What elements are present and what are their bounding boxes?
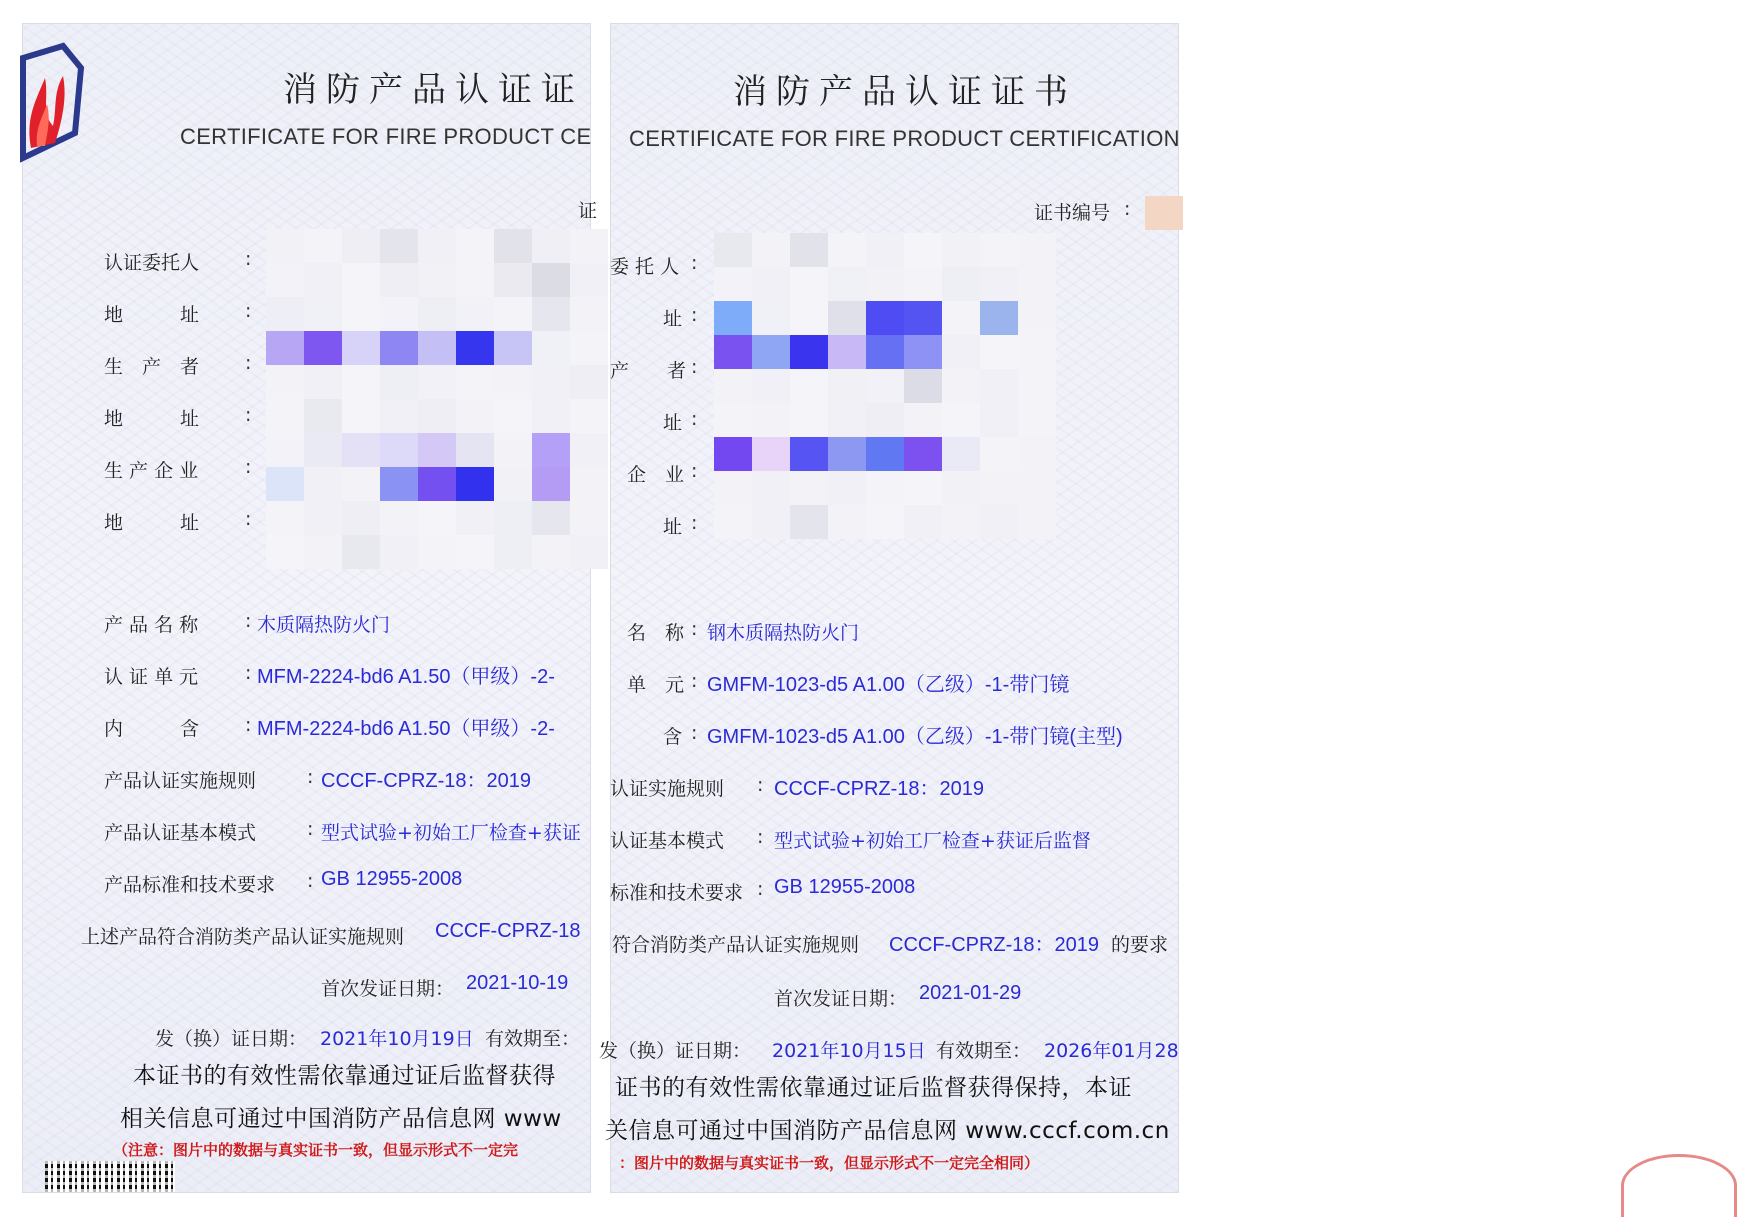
red-seal-stamp-icon bbox=[1621, 1154, 1737, 1217]
field-colon: : bbox=[691, 408, 698, 430]
conform-text: 符合消防类产品认证实施规则 bbox=[612, 934, 860, 956]
certificate-right bbox=[599, 24, 1180, 1192]
field-colon: : bbox=[245, 248, 252, 270]
field-colon: : bbox=[245, 404, 252, 426]
field-value-cert-unit: MFM-2224-bd6 A1.50（甲级）-2- bbox=[257, 666, 555, 688]
field-value-standard: GB 12955-2008 bbox=[321, 868, 463, 890]
field-value-cert-unit: GMFM-1023-d5 A1.00（乙级）-1-带门镜 bbox=[707, 674, 1070, 696]
field-colon: : bbox=[245, 300, 252, 322]
field-colon: : bbox=[691, 722, 698, 744]
certificate-title: 消防产品认证证书 bbox=[733, 72, 1077, 112]
field-colon: : bbox=[245, 610, 252, 632]
cert-number-redacted bbox=[1145, 196, 1183, 230]
certificate-subtitle: CERTIFICATE FOR FIRE PRODUCT CE bbox=[180, 124, 592, 149]
field-colon: : bbox=[1124, 198, 1131, 220]
validity-statement: 本证书的有效性需依靠通过证后监督获得 bbox=[133, 1063, 556, 1089]
field-colon: : bbox=[691, 304, 698, 326]
field-colon: : bbox=[757, 826, 764, 848]
field-value-basic-mode: 型式试验+初始工厂检查+获证 bbox=[321, 822, 581, 844]
field-colon: : bbox=[691, 512, 698, 534]
first-issue-label: 首次发证日期： bbox=[774, 988, 908, 1010]
field-label-cert-unit: 单 元 bbox=[627, 674, 685, 696]
field-label-product-name: 名 称 bbox=[627, 622, 685, 644]
info-statement: 关信息可通过中国消防产品信息网 www.cccf.com.cn bbox=[605, 1118, 1170, 1144]
field-colon: : bbox=[691, 356, 698, 378]
qr-code-overlay bbox=[45, 1161, 175, 1192]
valid-until-label: 有效期至： bbox=[485, 1028, 581, 1050]
notice-text: （注意：图片中的数据与真实证书一致，但显示形式不一定完 bbox=[113, 1141, 519, 1159]
field-value-product-name: 钢木质隔热防火门 bbox=[707, 622, 860, 644]
certificate-left bbox=[23, 24, 598, 1192]
field-label-contains: 内 含 bbox=[104, 718, 200, 740]
field-label-applicant: 认证委托人 bbox=[104, 252, 200, 274]
field-label-address: 地 址 bbox=[104, 304, 200, 326]
field-colon: : bbox=[757, 774, 764, 796]
conform-suffix: 的要求 bbox=[1111, 934, 1169, 956]
field-label-address: 址 bbox=[663, 516, 683, 538]
field-colon: : bbox=[245, 714, 252, 736]
issue-date-value: 2021年10月19日 bbox=[320, 1028, 474, 1050]
field-colon: : bbox=[691, 252, 698, 274]
first-issue-value: 2021-01-29 bbox=[919, 982, 1022, 1004]
field-value-product-name: 木质隔热防火门 bbox=[257, 614, 391, 636]
field-label-producer: 产 者 bbox=[610, 360, 687, 382]
issue-date-value: 2021年10月15日 bbox=[772, 1040, 926, 1062]
field-label-producer: 生 产 者 bbox=[104, 356, 200, 378]
field-colon: : bbox=[245, 456, 252, 478]
field-label-manufacturer: 生 产 企 业 bbox=[104, 460, 199, 482]
field-colon: : bbox=[245, 352, 252, 374]
issue-date-label: 发（换）证日期： bbox=[599, 1040, 752, 1062]
conform-text: 上述产品符合消防类产品认证实施规则 bbox=[81, 926, 405, 948]
valid-until-value: 2026年01月28 bbox=[1044, 1040, 1179, 1062]
field-label-address: 址 bbox=[663, 412, 683, 434]
field-label-manufacturer: 企 业 bbox=[627, 464, 685, 486]
field-label-cert-unit: 认 证 单 元 bbox=[104, 666, 199, 688]
first-issue-value: 2021-10-19 bbox=[466, 972, 569, 994]
field-colon: : bbox=[245, 662, 252, 684]
certificate-subtitle: CERTIFICATE FOR FIRE PRODUCT CERTIFICATION bbox=[629, 126, 1180, 151]
valid-until-label: 有效期至： bbox=[936, 1040, 1032, 1062]
field-value-impl-rule: CCCF-CPRZ-18：2019 bbox=[321, 770, 532, 792]
field-label-address: 地 址 bbox=[104, 512, 200, 534]
field-label-applicant: 委 托 人 bbox=[610, 256, 680, 278]
field-label-impl-rule: 认证实施规则 bbox=[610, 778, 725, 800]
validity-statement: 证书的有效性需依靠通过证后监督获得保持，本证 bbox=[615, 1075, 1132, 1101]
field-label-basic-mode: 产品认证基本模式 bbox=[104, 822, 257, 844]
field-colon: : bbox=[307, 818, 314, 840]
field-value-contains: GMFM-1023-d5 A1.00（乙级）-1-带门镜(主型) bbox=[707, 726, 1123, 748]
first-issue-label: 首次发证日期： bbox=[321, 978, 455, 1000]
field-label-standard: 产品标准和技术要求 bbox=[104, 874, 276, 896]
notice-text: ：图片中的数据与真实证书一致，但显示形式不一定完全相同） bbox=[619, 1154, 1040, 1172]
fire-flame-shield-icon bbox=[23, 38, 85, 168]
cert-number-label: 证 bbox=[578, 200, 598, 222]
field-colon: : bbox=[691, 460, 698, 482]
field-value-basic-mode: 型式试验+初始工厂检查+获证后监督 bbox=[774, 830, 1091, 852]
field-label-address: 址 bbox=[663, 308, 683, 330]
certificate-title: 消防产品认证证 bbox=[283, 70, 584, 110]
info-statement: 相关信息可通过中国消防产品信息网 www bbox=[120, 1106, 562, 1132]
field-label-impl-rule: 产品认证实施规则 bbox=[104, 770, 257, 792]
issue-date-label: 发（换）证日期： bbox=[155, 1028, 308, 1050]
field-value-impl-rule: CCCF-CPRZ-18：2019 bbox=[774, 778, 985, 800]
field-colon: : bbox=[691, 670, 698, 692]
field-label-product-name: 产 品 名 称 bbox=[104, 614, 199, 636]
field-value-standard: GB 12955-2008 bbox=[774, 876, 916, 898]
field-colon: : bbox=[691, 618, 698, 640]
field-label-address: 地 址 bbox=[104, 408, 200, 430]
cert-number-label: 证书编号 bbox=[1034, 202, 1111, 224]
field-label-contains: 含 bbox=[663, 726, 683, 748]
redacted-mosaic bbox=[714, 233, 1056, 539]
field-label-basic-mode: 认证基本模式 bbox=[610, 830, 725, 852]
field-label-standard: 标准和技术要求 bbox=[610, 882, 744, 904]
field-colon: : bbox=[245, 508, 252, 530]
field-value-contains: MFM-2224-bd6 A1.50（甲级）-2- bbox=[257, 718, 555, 740]
field-colon: : bbox=[307, 766, 314, 788]
conform-rule-value: CCCF-CPRZ-18：2019 bbox=[889, 934, 1100, 956]
field-colon: : bbox=[757, 878, 764, 900]
field-colon: : bbox=[307, 870, 314, 892]
conform-rule-value: CCCF-CPRZ-18 bbox=[435, 920, 581, 942]
